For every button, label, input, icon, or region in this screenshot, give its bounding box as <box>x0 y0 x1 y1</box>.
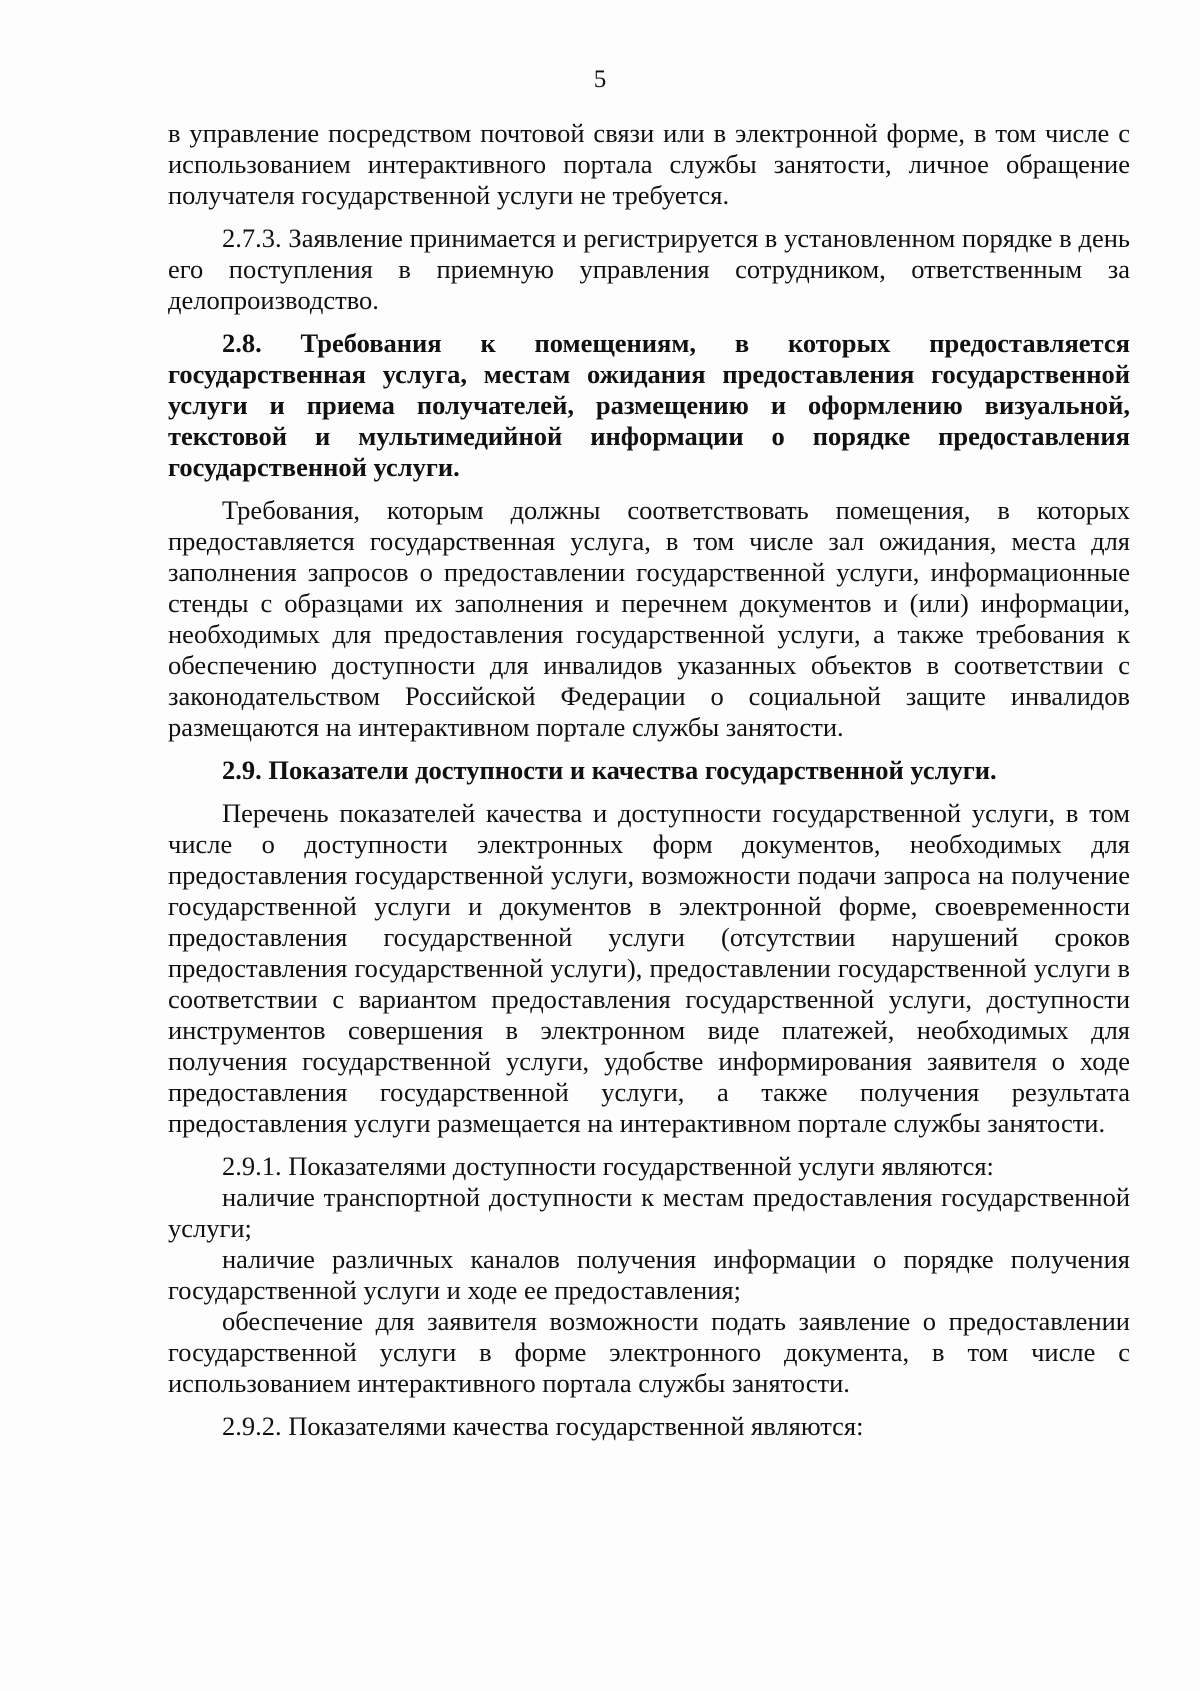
document-body <box>168 118 1130 1442</box>
section-heading-2-9: 2.9. Показатели доступности и качества государственной услуги. <box>222 755 997 785</box>
page-number: 5 <box>593 66 607 93</box>
paragraph-2-9-2: 2.9.2. Показателями качества государственной являются: <box>222 1411 864 1441</box>
paragraph-2-7-3: 2.7.3. Заявление принимается и регистрируется в установленном порядке в день его поступления в приемную управления сотрудником, ответственным за делопроизводство. <box>168 223 1130 315</box>
list-item-channels: наличие различных каналов получения информации о порядке получения государственной услуги и ходе ее предоставления; <box>168 1244 1130 1305</box>
list-item-transport: наличие транспортной доступности к местам предоставления государственной услуги; <box>168 1182 1130 1243</box>
paragraph-indicators-list: Перечень показателей качества и доступности государственной услуги, в том числе о доступности электронных форм документов, необходимых для предоставления государственной услуги, возможности подачи запроса на получение государственной услуги и документов в электронной форме, своевременности предоставления государственной услуги (отсутствии нарушений сроков предоставления государственной услуги), предоставлении государственной услуги в соответствии с вариантом предоставления государственной услуги, доступности инструментов совершения в электронном виде платежей, необходимых для получения государственной услуги, удобстве информирования заявителя о ходе предоставления государственной услуги, а также получения результата предоставления услуги размещается на интерактивном портале службы занятости. <box>168 798 1130 1138</box>
paragraph-requirements: Требования, которым должны соответствовать помещения, в которых предоставляется государственная услуга, в том числе зал ожидания, места для заполнения запросов о предоставлении государственной услуги, информационные стенды с образцами их заполнения и перечнем документов и (или) информации, необходимых для предоставления государственной услуги, а также требования к обеспечению доступности для инвалидов указанных объектов в соответствии с законодательством Российской Федерации о социальной защите инвалидов размещаются на интерактивном портале службы занятости. <box>168 495 1130 742</box>
paragraph-continuation: в управление посредством почтовой связи или в электронной форме, в том числе с использованием интерактивного портала службы занятости, личное обращение получателя государственной услуги не требуется. <box>168 118 1130 210</box>
section-heading-2-8: 2.8. Требования к помещениям, в которых предоставляется государственная услуга, местам ожидания предоставления государственной услуги и приема получателей, размещению и оформлению визуальной, текстовой и мультимедийной информации о порядке предоставления государственной услуги. <box>168 328 1130 482</box>
paragraph-2-9-1: 2.9.1. Показателями доступности государственной услуги являются: <box>222 1151 994 1181</box>
list-item-electronic: обеспечение для заявителя возможности подать заявление о предоставлении государственной услуги в форме электронного документа, в том числе с использованием интерактивного портала службы занятости. <box>168 1306 1130 1398</box>
